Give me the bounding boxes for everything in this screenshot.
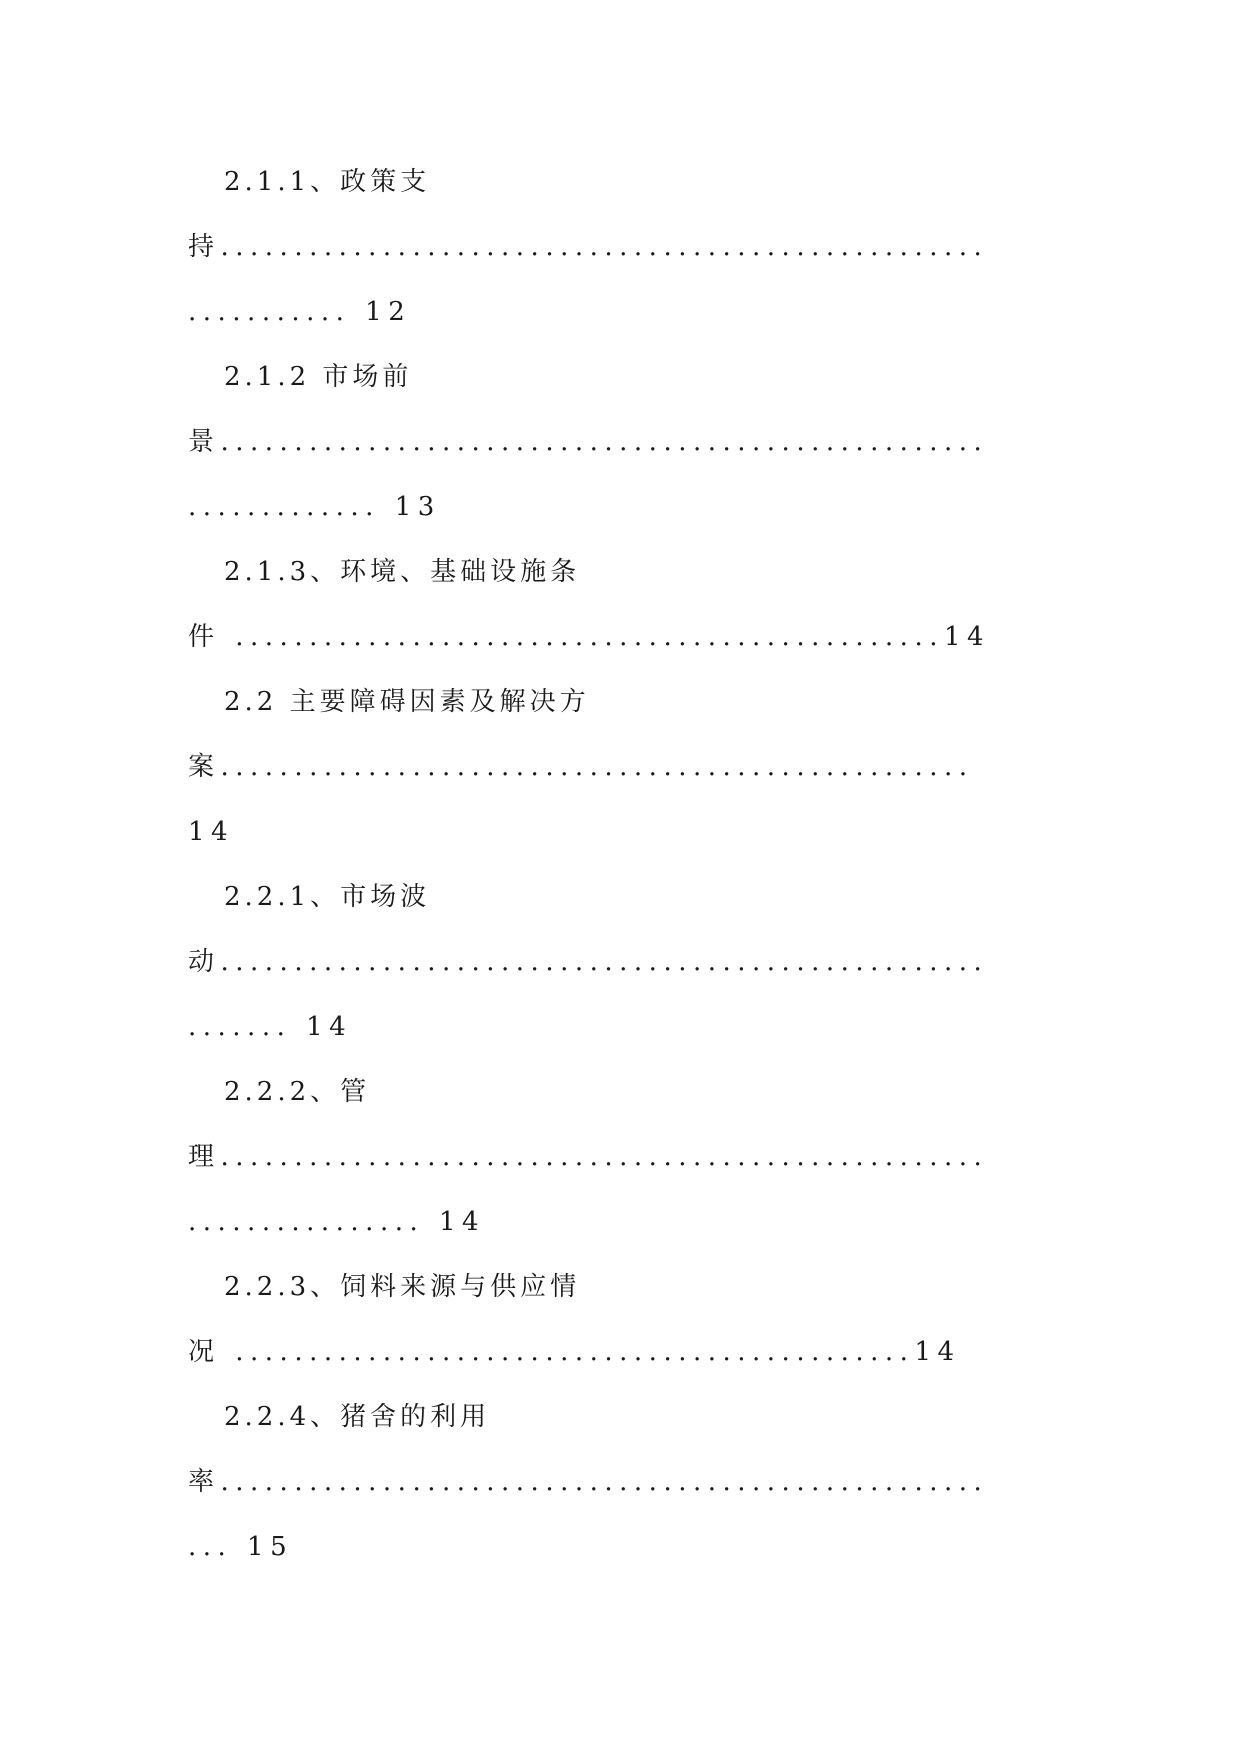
toc-leader-line: 理.................................................... [188,1142,989,1172]
toc-leader-line: 率.................................................... [188,1467,989,1497]
toc-leader-line: 件 ................................................14 [188,622,991,652]
toc-heading-2-2-3: 2.2.3、饲料来源与供应情 [224,1272,581,1302]
toc-heading-2-1-3: 2.1.3、环境、基础设施条 [224,557,581,587]
toc-leader-line: 景.................................................... [188,427,989,457]
toc-heading-2-1-2: 2.1.2 市场前 [224,362,413,392]
toc-heading-2-2-2: 2.2.2、管 [224,1077,371,1107]
toc-leader-line: 持.................................................... [188,232,989,262]
toc-page-number-line: ........... 12 [188,297,412,327]
toc-page-number-line: 14 [188,817,235,847]
toc-leader-line: 况 ..............................................14 [188,1337,961,1367]
toc-heading-2-2: 2.2 主要障碍因素及解决方 [224,687,590,717]
toc-heading-2-2-1: 2.2.1、市场波 [224,882,431,912]
toc-leader-line: 动.................................................... [188,947,989,977]
toc-page-number-line: ....... 14 [188,1012,353,1042]
toc-leader-line: 案................................................... [188,752,974,782]
toc-heading-2-1-1: 2.1.1、政策支 [224,167,431,197]
toc-page-number-line: ... 15 [188,1532,294,1562]
toc-heading-2-2-4: 2.2.4、猪舍的利用 [224,1402,491,1432]
toc-page-number-line: ............. 13 [188,492,441,522]
toc-page-number-line: ................ 14 [188,1207,486,1237]
